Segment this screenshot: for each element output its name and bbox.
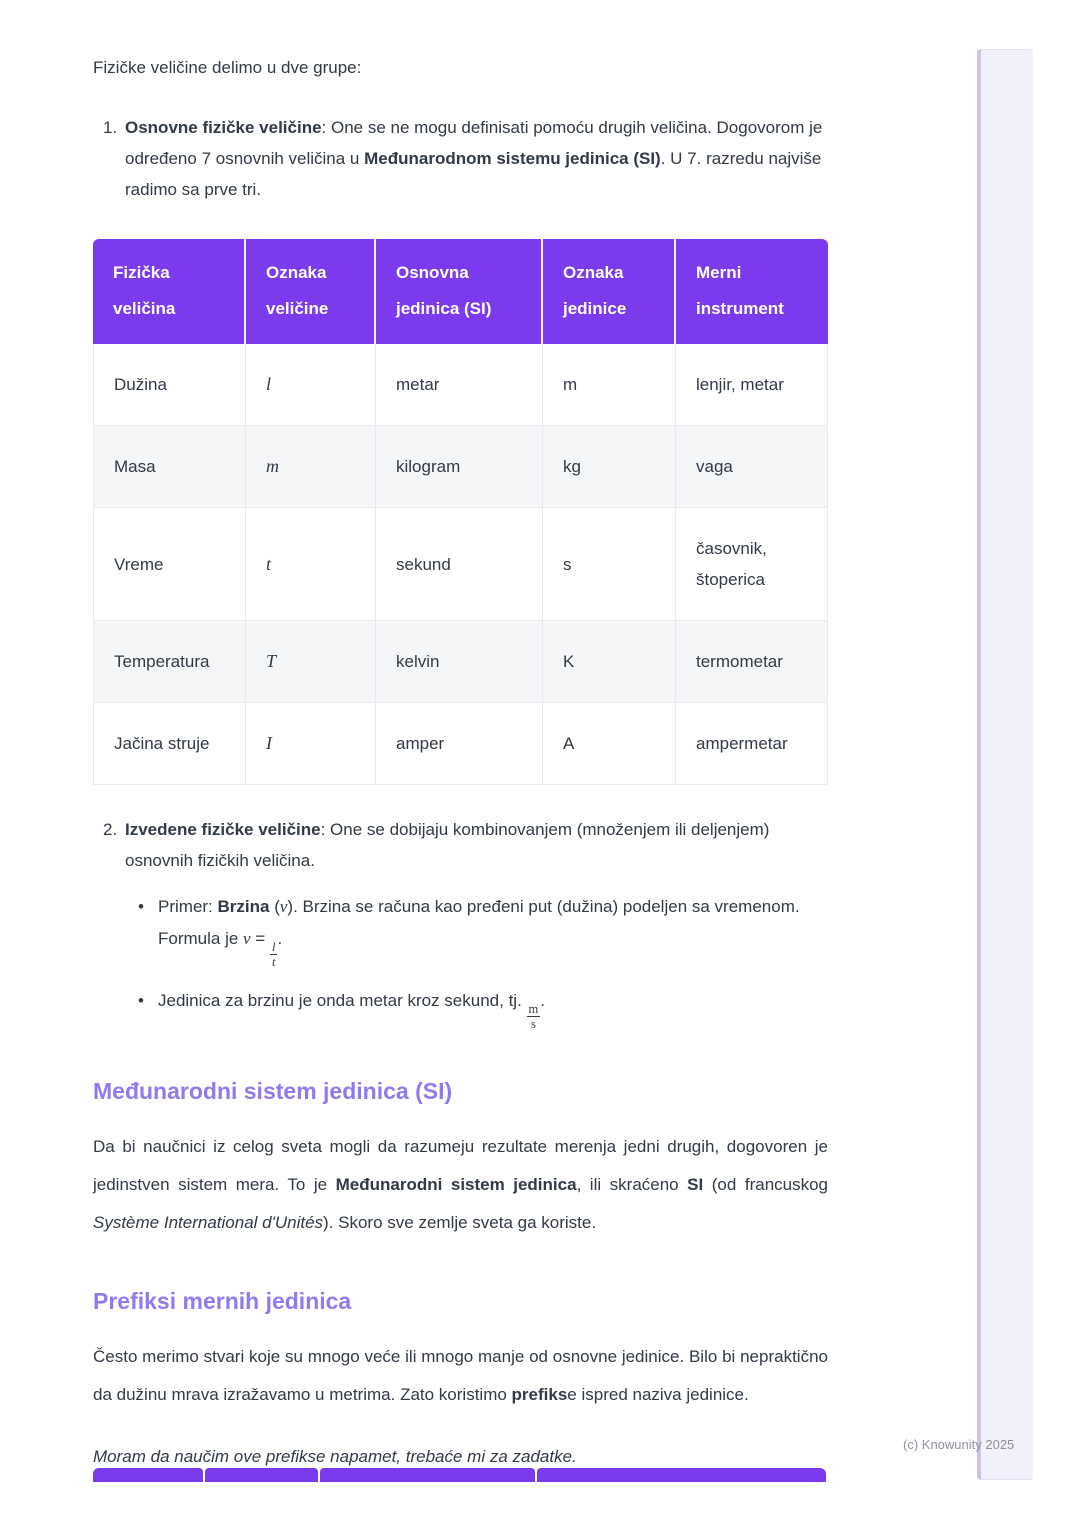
list-item-text: Izvedene fizičke veličine: One se dobijaju kombinovanjem (množenjem ili deljenjem) osnovnih fizičkih veličina. [125,820,770,870]
table-header-cell: Oznaka veličine [246,239,376,344]
table-cell-unit: kilogram [376,426,543,508]
table-cell-quantity: Vreme [93,508,246,621]
bullet-icon: • [138,990,144,1010]
section-paragraph-prefixes: Često merimo stvari koje su mnogo veće ili mnogo manje od osnovne jedinice. Bilo bi nepraktično da dužinu mrava izražavamo u metrima. Zato koristimo prefikse ispred naziva jedinice. [93,1346,828,1404]
table-cell-instrument: vaga [676,426,828,508]
section-paragraph-si-system: Da bi naučnici iz celog sveta mogli da razumeju rezultate merenja jedni drugih, dogovoren je jedinstven sistem mera. To je Međunarodni sistem jedinica, ili skraćeno SI (od francuskog Système International d'Unités). Skoro sve zemlje sveta ga koriste. [93,1136,829,1232]
copyright-watermark: (c) Knowunity 2025 [903,1437,1015,1452]
table-cell-unit-symbol: A [543,703,676,785]
table-row [93,621,828,703]
ordered-list-item-1 [93,112,828,205]
list-number: 1. [103,118,118,137]
table-header-cell: Merni instrument [676,239,828,344]
table-body [93,344,828,785]
table-cell-symbol: m [246,426,376,508]
bullet-item-speed-example [93,891,828,970]
table-cell-symbol: T [246,621,376,703]
vertical-scrollbar-strip[interactable] [977,49,1033,1480]
table-cell-symbol: l [246,344,376,426]
table-cell-instrument: lenjir, metar [676,344,828,426]
fraction: $\frac{l}{t}$ [271,940,276,970]
next-table-header-segment [93,1468,203,1482]
next-table-header-segment [537,1468,826,1482]
table-cell-quantity: Masa [93,426,246,508]
table-cell-instrument: časovnik, štoperica [676,508,828,621]
table-cell-instrument: ampermetar [676,703,828,785]
document-page [93,0,828,1472]
table-cell-unit-symbol: kg [543,426,676,508]
table-header-cell: Fizička veličina [93,239,246,344]
table-row [93,703,828,785]
personal-note: Moram da naučim ove prefikse napamet, trebaće mi za zadatke. [93,1446,577,1466]
next-table-header-partial [93,1468,828,1482]
bullet-text: Jedinica za brzinu je onda metar kroz sekund, tj. $\frac{m}{s}$ . [158,990,545,1032]
table-cell-quantity: Jačina struje [93,703,246,785]
table-cell-unit: kelvin [376,621,543,703]
bullet-icon: • [138,897,144,916]
table-cell-unit: sekund [376,508,543,621]
list-item-text: Osnovne fizičke veličine: One se ne mogu definisati pomoću drugih veličina. Dogovorom je određeno 7 osnovnih veličina u Međunarodnom sistemu jedinica (SI). U 7. razredu najviše radimo sa prve tri. [125,118,823,199]
table-cell-symbol: t [246,508,376,621]
table-cell-unit-symbol: K [543,621,676,703]
table-cell-unit-symbol: m [543,344,676,426]
bullet-item-speed-unit [93,985,828,1032]
bullet-text: Primer: Brzina (v). Brzina se računa kao pređeni put (dužina) podeljen sa vremenom. Formula je v = $\frac{l}{t}$ . [158,897,800,970]
section-heading-si-system: Međunarodni sistem jedinica (SI) [93,1077,453,1104]
fraction: $\frac{m}{s}$ [528,1001,539,1032]
list-number: 2. [103,820,118,839]
table-cell-instrument: termometar [676,621,828,703]
table-row [93,426,828,508]
section-heading-prefixes: Prefiksi mernih jedinica [93,1287,352,1314]
table-cell-symbol: I [246,703,376,785]
ordered-list-item-2 [93,814,828,876]
si-units-table [93,239,828,785]
next-table-header-segment [205,1468,318,1482]
table-cell-unit: amper [376,703,543,785]
table-cell-unit-symbol: s [543,508,676,621]
table-cell-quantity: Temperatura [93,621,246,703]
table-cell-quantity: Dužina [93,344,246,426]
table-row [93,508,828,621]
intro-paragraph: Fizičke veličine delimo u dve grupe: [93,58,362,77]
table-header-row [93,239,828,344]
table-header-cell: Osnovna jedinica (SI) [376,239,543,344]
next-table-header-segment [320,1468,535,1482]
table-row [93,344,828,426]
table-header-cell: Oznaka jedinice [543,239,676,344]
table-cell-unit: metar [376,344,543,426]
